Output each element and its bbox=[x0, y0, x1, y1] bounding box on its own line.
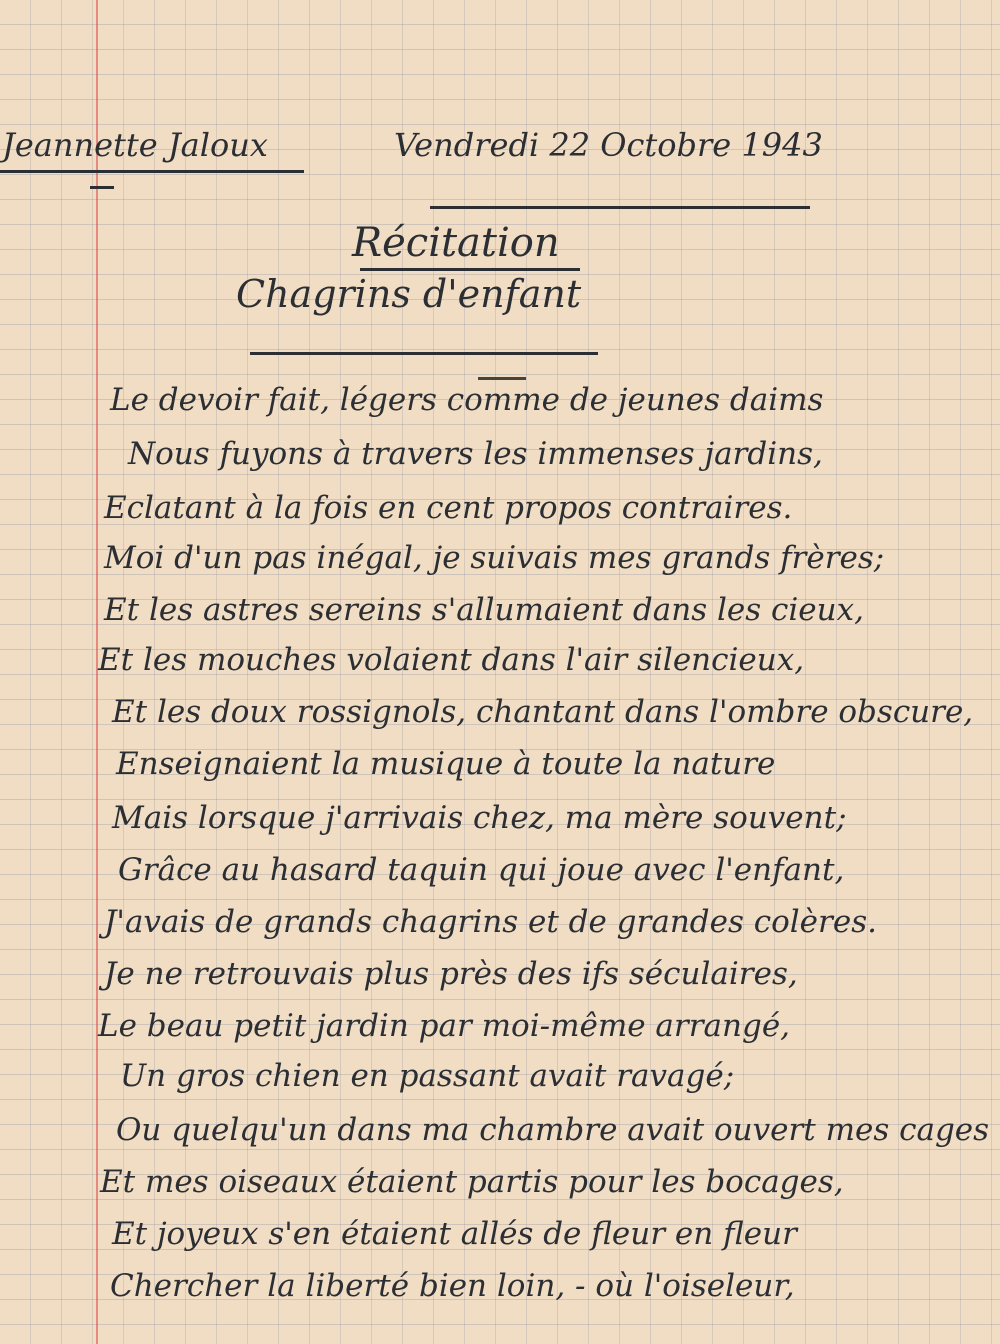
poem-line: Le devoir fait, légers comme de jeunes daims bbox=[110, 382, 824, 418]
poem-title: Chagrins d'enfant bbox=[236, 272, 582, 316]
poem-line: Je ne retrouvais plus près des ifs séculaires, bbox=[104, 956, 798, 992]
poem-line: Nous fuyons à travers les immenses jardins, bbox=[128, 436, 823, 472]
date-heading: Vendredi 22 Octobre 1943 bbox=[394, 126, 823, 164]
poem-line: Et joyeux s'en étaient allés de fleur en fleur bbox=[112, 1216, 797, 1252]
poem-line: Eclatant à la fois en cent propos contraires. bbox=[104, 490, 793, 526]
poem-line: Mais lorsque j'arrivais chez, ma mère souvent; bbox=[112, 800, 847, 836]
name-underline-accent bbox=[90, 186, 114, 189]
poem-line: Un gros chien en passant avait ravagé; bbox=[120, 1058, 735, 1094]
poem-line: Ou quelqu'un dans ma chambre avait ouvert mes cages bbox=[116, 1112, 990, 1148]
poem-line: Et les doux rossignols, chantant dans l'ombre obscure, bbox=[112, 694, 974, 730]
poem-line: Chercher la liberté bien loin, - où l'oiseleur, bbox=[110, 1268, 795, 1304]
poem-line: Et les mouches volaient dans l'air silencieux, bbox=[98, 642, 805, 678]
title-underline bbox=[360, 268, 580, 271]
poem-line: J'avais de grands chagrins et de grandes colères. bbox=[104, 904, 877, 940]
page-title: Récitation bbox=[352, 220, 560, 266]
poem-line: Enseignaient la musique à toute la nature bbox=[116, 746, 776, 782]
header-rule bbox=[430, 206, 810, 209]
name-underline bbox=[0, 170, 304, 173]
student-name: Jeannette Jaloux bbox=[2, 126, 268, 164]
poem-line: Le beau petit jardin par moi-même arrangé, bbox=[98, 1008, 791, 1044]
poem-line: Grâce au hasard taquin qui joue avec l'enfant, bbox=[118, 852, 845, 888]
poem-line: Moi d'un pas inégal, je suivais mes grands frères; bbox=[104, 540, 885, 576]
poem-line: Et les astres sereins s'allumaient dans les cieux, bbox=[104, 592, 864, 628]
subtitle-rule-accent bbox=[478, 377, 526, 380]
subtitle-rule bbox=[250, 352, 598, 355]
poem-line: Et mes oiseaux étaient partis pour les bocages, bbox=[100, 1164, 844, 1200]
